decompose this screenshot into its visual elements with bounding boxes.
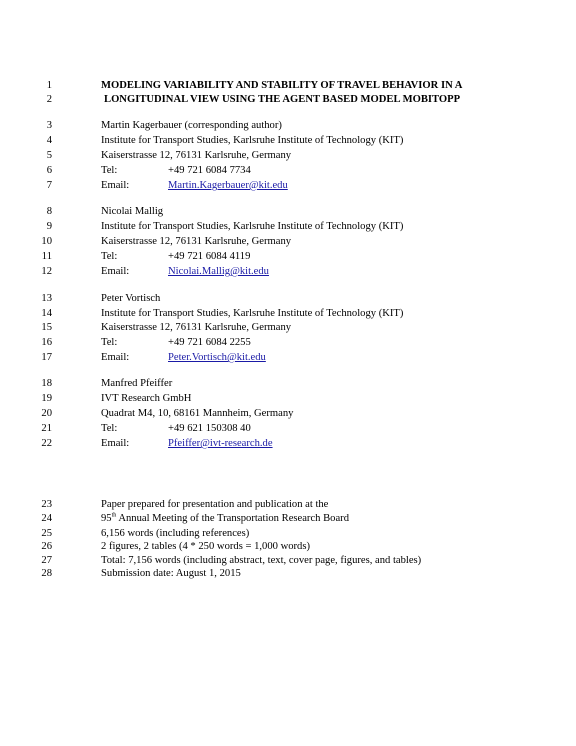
line-number: 14 <box>41 308 52 319</box>
author-2-institution: Institute for Transport Studies, Karlsruhe Institute of Technology (KIT) <box>101 221 404 232</box>
line-number: 25 <box>41 528 52 539</box>
author-2-tel: +49 721 6084 4119 <box>168 251 251 262</box>
tel-label: Tel: <box>101 423 118 434</box>
line-number: 20 <box>41 408 52 419</box>
author-4-tel: +49 621 150308 40 <box>168 423 251 434</box>
line-number: 23 <box>41 499 52 510</box>
line-number: 24 <box>41 513 52 524</box>
author-3-institution: Institute for Transport Studies, Karlsruhe Institute of Technology (KIT) <box>101 308 404 319</box>
tel-label: Tel: <box>101 251 118 262</box>
line-number: 12 <box>41 266 52 277</box>
author-3-tel: +49 721 6084 2255 <box>168 337 251 348</box>
line-number: 5 <box>46 150 52 161</box>
paper-title-part-2: LONGITUDINAL VIEW USING THE AGENT BASED MODEL MOBITOPP <box>104 94 461 105</box>
author-4-name: Manfred Pfeiffer <box>101 378 173 389</box>
line-number: 10 <box>41 236 52 247</box>
author-1-institution: Institute for Transport Studies, Karlsruhe Institute of Technology (KIT) <box>101 135 404 146</box>
line-number: 22 <box>41 438 52 449</box>
prepared-note: Paper prepared for presentation and publication at the <box>101 499 329 510</box>
author-1-name: Martin Kagerbauer (corresponding author) <box>101 120 282 131</box>
line-number: 4 <box>46 135 52 146</box>
author-4-institution: IVT Research GmbH <box>101 393 192 404</box>
line-number: 13 <box>41 293 52 304</box>
meeting-ordinal-suffix: th <box>111 512 117 519</box>
author-3-address: Kaiserstrasse 12, 76131 Karlsruhe, Germany <box>101 322 292 333</box>
meeting-ordinal: 95 <box>101 513 112 524</box>
line-number: 9 <box>46 221 52 232</box>
line-number: 6 <box>46 165 52 176</box>
total-words-note: Total: 7,156 words (including abstract, text, cover page, figures, and tables) <box>101 555 422 566</box>
figures-tables-note: 2 figures, 2 tables (4 * 250 words = 1,000 words) <box>101 541 310 552</box>
author-3-email-link[interactable]: Peter.Vortisch@kit.edu <box>168 352 266 363</box>
author-1-address: Kaiserstrasse 12, 76131 Karlsruhe, Germany <box>101 150 292 161</box>
line-number: 27 <box>41 555 52 566</box>
submission-date-note: Submission date: August 1, 2015 <box>101 568 241 579</box>
author-1-tel: +49 721 6084 7734 <box>168 165 251 176</box>
email-label: Email: <box>101 266 130 277</box>
line-number: 26 <box>41 541 52 552</box>
tel-label: Tel: <box>101 165 118 176</box>
author-2-name: Nicolai Mallig <box>101 206 164 217</box>
author-3-name: Peter Vortisch <box>101 293 161 304</box>
line-number: 18 <box>41 378 52 389</box>
line-number: 17 <box>41 352 52 363</box>
tel-label: Tel: <box>101 337 118 348</box>
line-number: 11 <box>41 251 52 262</box>
author-2-email-link[interactable]: Nicolai.Mallig@kit.edu <box>168 266 269 277</box>
email-label: Email: <box>101 352 130 363</box>
author-4-address: Quadrat M4, 10, 68161 Mannheim, Germany <box>101 408 294 419</box>
line-number: 16 <box>41 337 52 348</box>
paper-title-part-1: MODELING VARIABILITY AND STABILITY OF TRAVEL BEHAVIOR IN A <box>101 80 463 91</box>
line-number: 8 <box>46 206 52 217</box>
line-number: 19 <box>41 393 52 404</box>
author-4-email-link[interactable]: Pfeiffer@ivt-research.de <box>168 438 273 449</box>
line-number: 21 <box>41 423 52 434</box>
line-number: 15 <box>41 322 52 333</box>
email-label: Email: <box>101 180 130 191</box>
line-number: 7 <box>46 180 52 191</box>
meeting-name: Annual Meeting of the Transportation Research Board <box>116 513 349 524</box>
author-1-email-link[interactable]: Martin.Kagerbauer@kit.edu <box>168 180 288 191</box>
line-number: 1 <box>46 80 52 91</box>
line-number: 2 <box>46 94 52 105</box>
email-label: Email: <box>101 438 130 449</box>
line-number: 3 <box>46 120 52 131</box>
author-2-address: Kaiserstrasse 12, 76131 Karlsruhe, Germany <box>101 236 292 247</box>
word-count-note: 6,156 words (including references) <box>101 528 250 539</box>
line-number: 28 <box>41 568 52 579</box>
meeting-note <box>101 512 349 526</box>
